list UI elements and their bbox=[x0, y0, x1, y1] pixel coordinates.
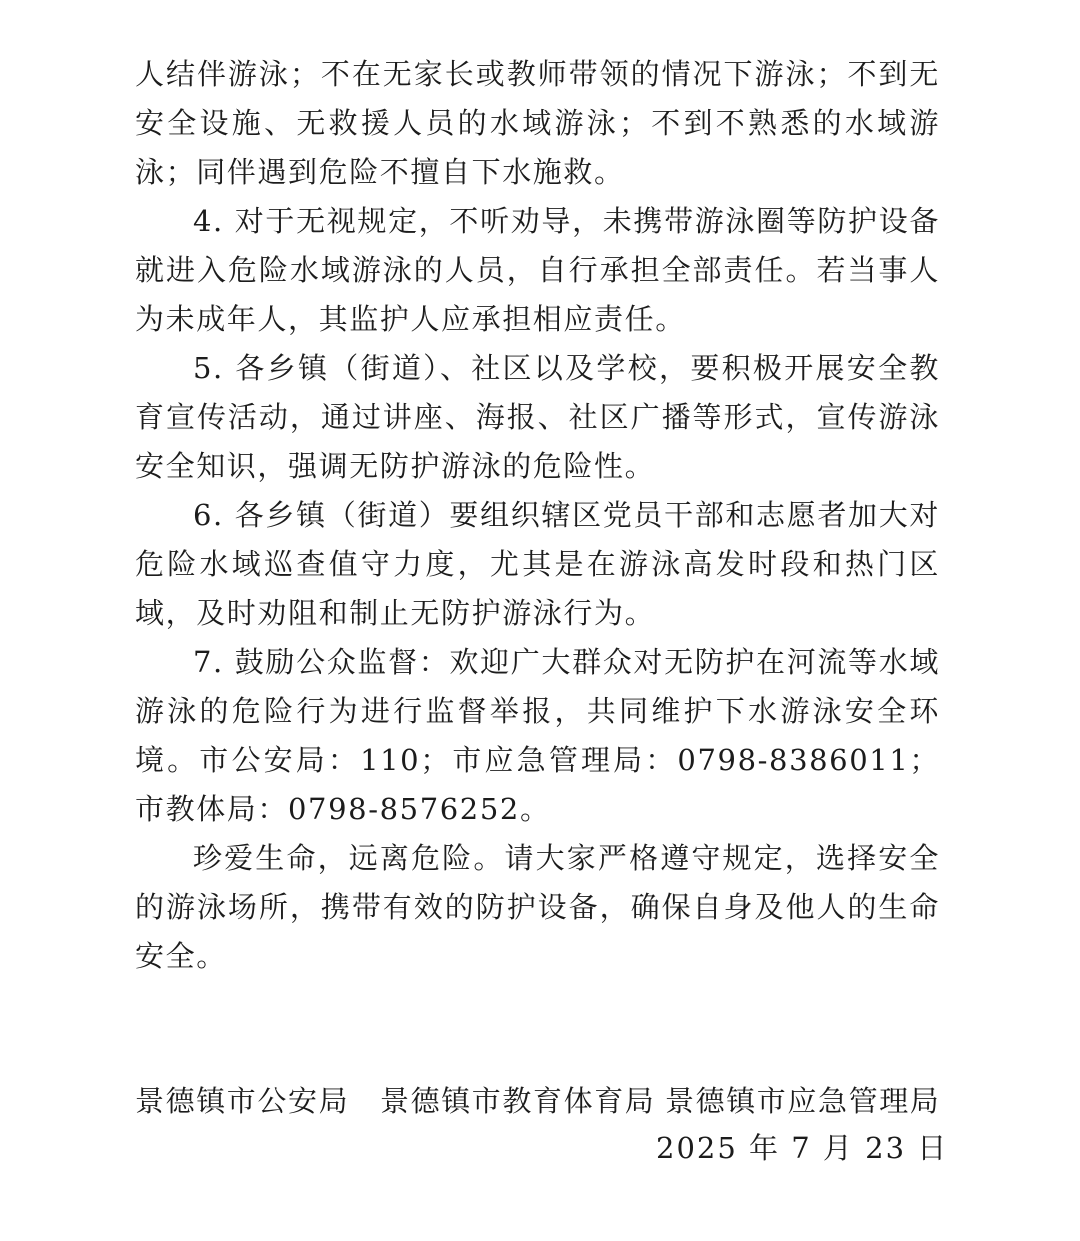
issuer-signatures bbox=[135, 1078, 940, 1128]
issue-date: 2025 年 7 月 23 日 bbox=[656, 1131, 949, 1165]
paragraph-item-5: 5. 各乡镇（街道）、社区以及学校，要积极开展安全教育宣传活动，通过讲座、海报、社区广播等形式，宣传游泳安全知识，强调无防护游泳的危险性。 bbox=[135, 351, 940, 483]
paragraph-continued: 人结伴游泳；不在无家长或教师带领的情况下游泳；不到无安全设施、无救援人员的水域游泳；不到不熟悉的水域游泳；同伴遇到危险不擅自下水施救。 bbox=[135, 57, 940, 189]
paragraph-item-4: 4. 对于无视规定，不听劝导，未携带游泳圈等防护设备就进入危险水域游泳的人员，自行承担全部责任。若当事人为未成年人，其监护人应承担相应责任。 bbox=[135, 204, 940, 336]
issuer-public-security-bureau: 景德镇市公安局 bbox=[135, 1084, 350, 1118]
paragraph-item-6: 6. 各乡镇（街道）要组织辖区党员干部和志愿者加大对危险水域巡查值守力度，尤其是在游泳高发时段和热门区域，及时劝阻和制止无防护游泳行为。 bbox=[135, 498, 940, 630]
notice-body bbox=[135, 50, 940, 981]
paragraph-item-7: 7. 鼓励公众监督：欢迎广大群众对无防护在河流等水域游泳的危险行为进行监督举报，共同维护下水游泳安全环境。市公安局：110；市应急管理局：0798-8386011；市教体局：0798-8576252。 bbox=[135, 645, 940, 826]
issuer-education-sports-bureau: 景德镇市教育体育局 bbox=[380, 1084, 656, 1118]
paragraph-closing: 珍爱生命，远离危险。请大家严格遵守规定，选择安全的游泳场所，携带有效的防护设备，确保自身及他人的生命安全。 bbox=[135, 841, 940, 973]
issuer-emergency-management-bureau: 景德镇市应急管理局 bbox=[665, 1084, 941, 1118]
